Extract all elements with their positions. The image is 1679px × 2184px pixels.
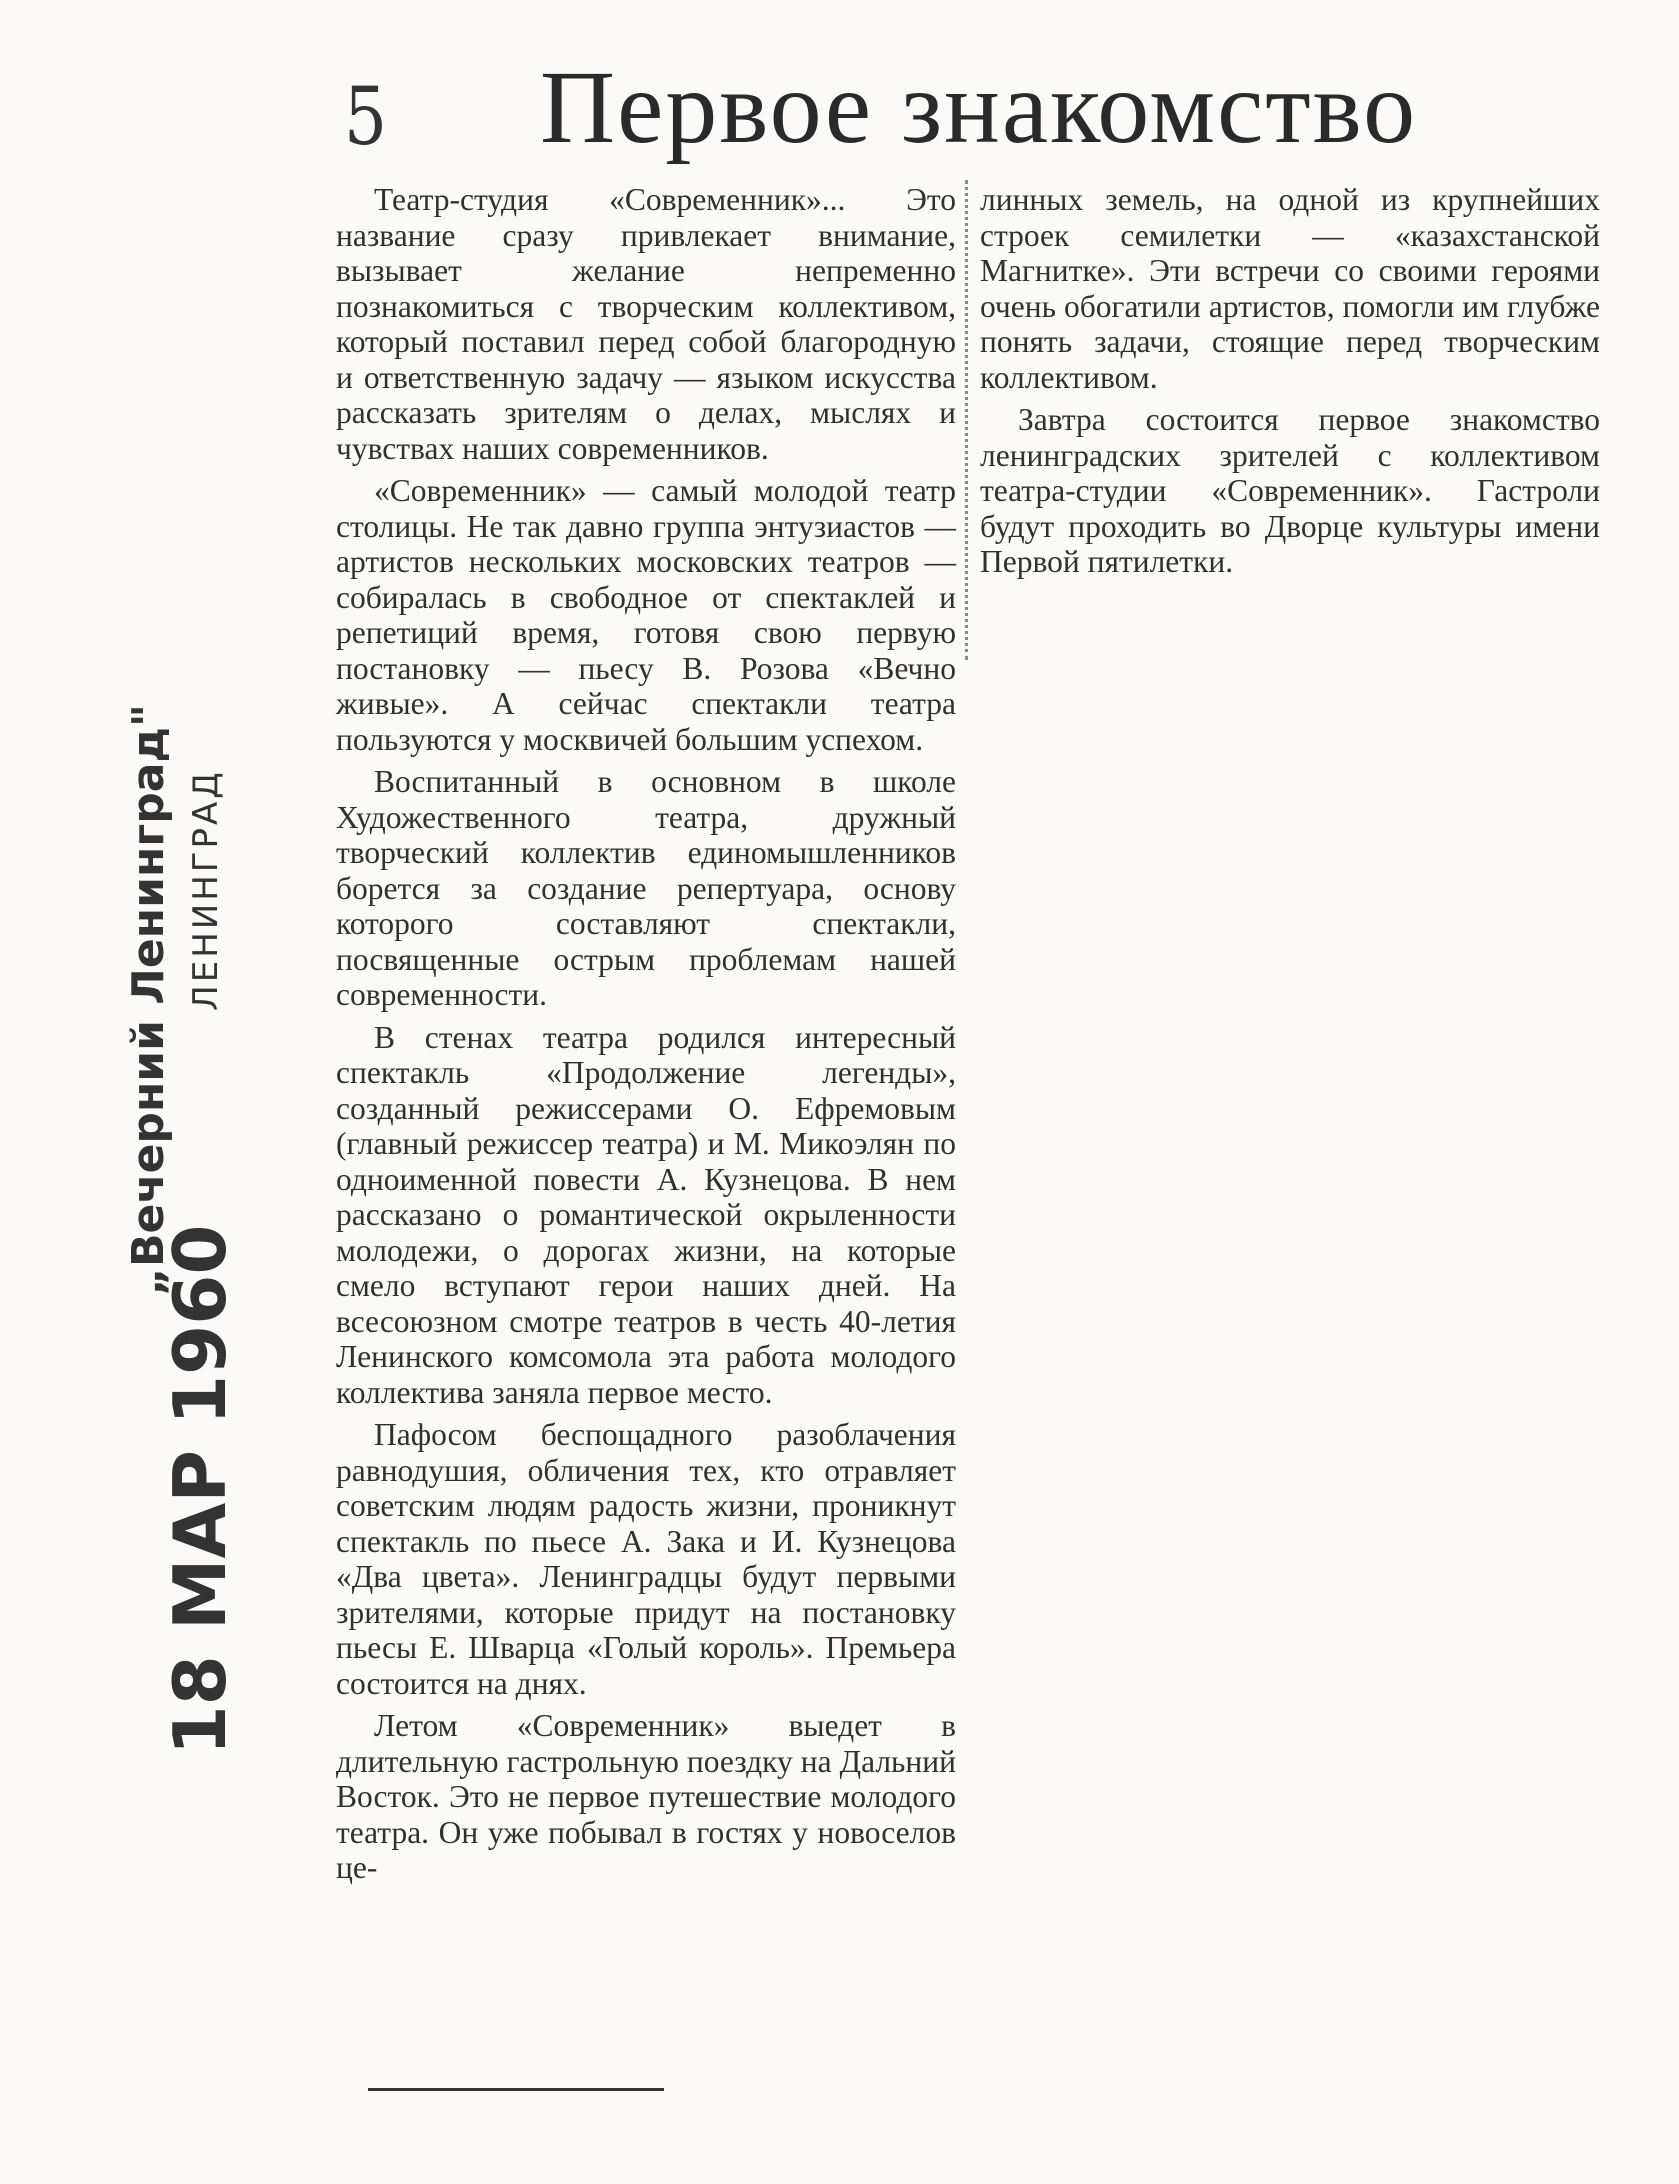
end-rule: [368, 2088, 664, 2091]
paragraph: Летом «Современник» выедет в длительную гастрольную поездку на Дальний Восток. Это не первое путешествие молодого театра. Он уже побывал в гостях у новоселов це-: [336, 1708, 956, 1885]
column-divider: [965, 180, 968, 660]
paragraph: «Современник» — самый молодой театр столицы. Не так давно группа энтузиастов — артистов нескольких московских театров — собиралась в свободное от спектаклей и репетиций время, готовя свою первую постановку — пьесу В. Розова «Вечно живые». А сейчас спектакли театра пользуются у москвичей большим успехом.: [336, 473, 956, 757]
paragraph: Завтра состоится первое знакомство ленинградских зрителей с коллективом театра-студии «Современник». Гастроли будут проходить во Дворце культуры имени Первой пятилетки.: [980, 402, 1600, 579]
stamp-city: ЛЕНИНГРАД: [186, 769, 226, 1011]
paragraph: В стенах театра родился интересный спектакль «Продолжение легенды», созданный режиссерами О. Ефремовым (главный режиссер театра) и М. Микоэлян по одноименной повести А. Кузнецова. В нем рассказано о романтической окрыленности молодежи, о дорогах жизни, на которые смело вступают герои наших дней. На всесоюзном смотре театров в честь 40-летия Ленинского комсомола эта работа молодого коллектива заняла первое место.: [336, 1019, 956, 1410]
stamp-graphic: [123, 700, 245, 1756]
article-column-right: [980, 182, 1600, 587]
paragraph: Театр-студия «Современник»... Это название сразу привлекает внимание, вызывает желание непременно познакомиться с творческим коллективом, который поставил перед собой благородную и ответственную задачу — языком искусства рассказать зрителям о делах, мыслях и чувствах наших современников.: [336, 182, 956, 466]
handwritten-mark: 5: [343, 70, 388, 163]
paragraph: Воспитанный в основном в школе Художественного театра, дружный творческий коллектив единомышленников борется за создание репертуара, основу которого составляют спектакли, посвященные острым проблемам нашей современности.: [336, 764, 956, 1012]
stamp-date: 18 МАР 1960: [158, 1224, 242, 1756]
article-column-left: [336, 182, 956, 1893]
date-stamp: [123, 700, 245, 1756]
article-title: Первое знакомство: [540, 50, 1418, 165]
paragraph: линных земель, на одной из крупнейших строек семилетки — «казахстанской Магнитке». Эти встречи со своими героями очень обогатили артистов, помогли им глубже понять задачи, стоящие перед творческим коллективом.: [980, 182, 1600, 395]
stamp-newspaper: „Вечерний Ленинград": [123, 704, 174, 1296]
paragraph: Пафосом беспощадного разоблачения равнодушия, обличения тех, кто отравляет советским людям радость жизни, проникнут спектакль по пьесе А. Зака и И. Кузнецова «Два цвета». Ленинградцы будут первыми зрителями, которые придут на постановку пьесы Е. Шварца «Голый король». Премьера состоится на днях.: [336, 1417, 956, 1701]
